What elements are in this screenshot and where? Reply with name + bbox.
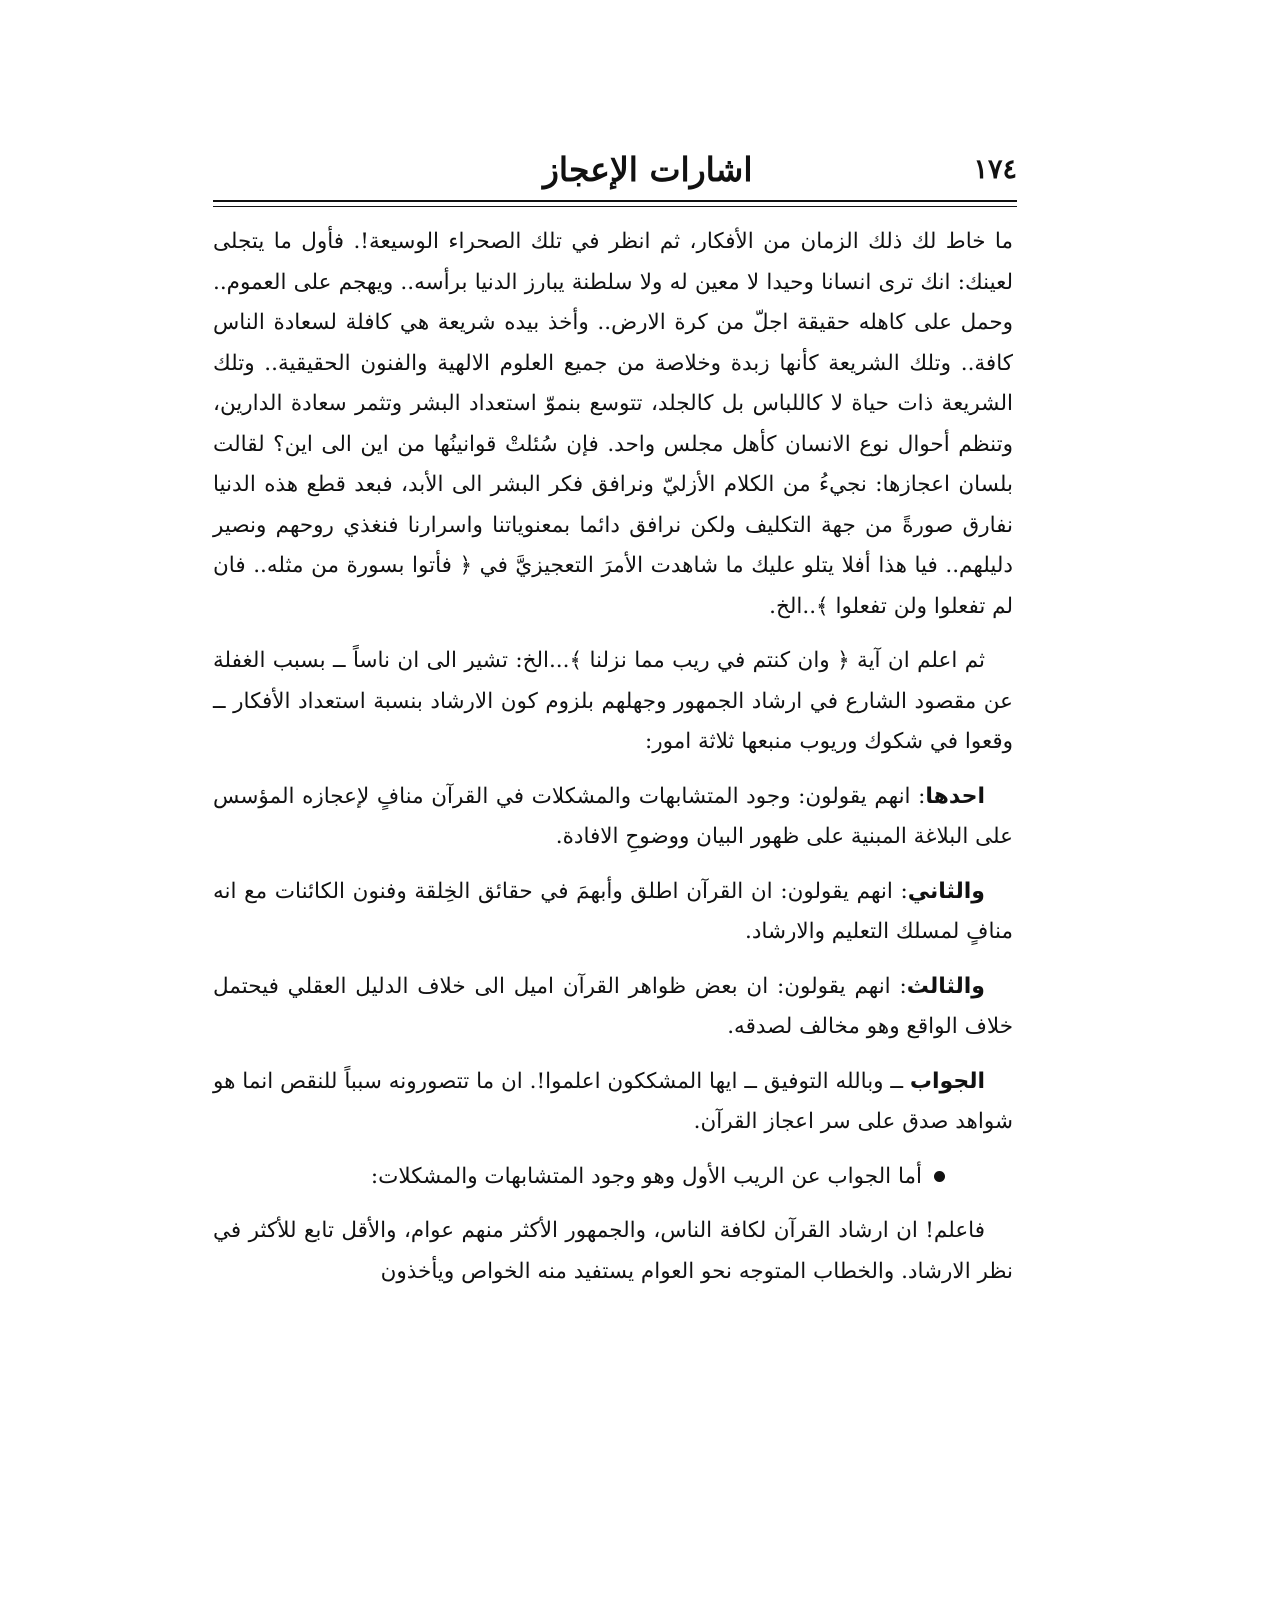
point-first <box>213 777 1013 858</box>
point-second-text: : انهم يقولون: ان القرآن اطلق وأبهمَ في حقائق الخِلقة وفنون الكائنات مع انه منافٍ لمسلك التعليم والارشاد. <box>213 878 1013 944</box>
point-third <box>213 967 1013 1048</box>
paragraph-2: ثم اعلم ان آية ﴿ وان كنتم في ريب مما نزلنا ﴾...الخ: تشير الى ان ناساً ــ بسبب الغفلة عن مقصود الشارع في ارشاد الجمهور وجهلهم بلزوم كون الارشاد بنسبة استعداد الأفكار ــ وقعوا في شكوك وريوب منبعها ثلاثة امور: <box>213 648 1013 754</box>
answer-lead: الجواب <box>909 1068 985 1094</box>
answer-text: ــ وبالله التوفيق ــ ايها المشككون اعلموا!. ان ما تتصورونه سبباً للنقص انما هو شواهد صدق على سر اعجاز القرآن. <box>213 1068 1013 1134</box>
bullet-icon <box>934 1171 945 1182</box>
paragraph-1: ما خاط لك ذلك الزمان من الأفكار، ثم انظر في تلك الصحراء الوسيعة!. فأول ما يتجلى لعينك: انك ترى انسانا وحيدا لا معين له ولا سلطنة يبارز الدنيا برأسه.. ويهجم على العموم.. وحمل على كاهله حقيقة اجلّ من كرة الارض.. وأخذ بيده شريعة هي كافلة لسعادة الناس كافة.. وتلك الشريعة كأنها زبدة وخلاصة من جميع العلوم الالهية والفنون الحقيقية.. وتلك الشريعة ذات حياة لا كاللباس بل كالجلد، تتوسع بنموّ استعداد البشر وتثمر سعادة الدارين، وتنظم أحوال نوع الانسان كأهل مجلس واحد. فإن سُئلتْ قوانينُها من اين الى اين؟ لقالت بلسان اعجازها: نجيءُ من الكلام الأزليّ ونرافق فكر البشر الى الأبد، فبعد قطع هذه الدنيا نفارق صورةً من جهة التكليف ولكن نرافق دائما بمعنوياتنا واسرارنا فنغذي روحهم ونصير دليلهم.. فيا هذا أفلا يتلو عليك ما شاهدت الأمرَ التعجيزيَّ في ﴿ فأتوا بسورة من مثله.. فان لم تفعلوا ولن تفعلوا ﴾..الخ. <box>213 229 1013 619</box>
closing-paragraph: فاعلم! ان ارشاد القرآن لكافة الناس، والجمهور الأكثر منهم عوام، والأقل تابع للأكثر في نظر الارشاد. والخطاب المتوجه نحو العوام يستفيد منه الخواص ويأخذون <box>213 1218 1013 1284</box>
point-second <box>213 872 1013 953</box>
point-third-lead: والثالث <box>906 973 985 999</box>
point-first-lead: احدها <box>925 783 985 809</box>
point-third-text: : انهم يقولون: ان بعض ظواهر القرآن اميل الى خلاف الدليل العقلي فيحتمل خلاف الواقع وهو مخالف لصدقه. <box>213 973 1013 1039</box>
page-number: ١٧٤ <box>973 154 1017 185</box>
bullet-item <box>213 1157 1013 1198</box>
page-header <box>213 150 1017 196</box>
point-first-text: : انهم يقولون: وجود المتشابهات والمشكلات في القرآن منافٍ لإعجازه المؤسس على البلاغة المبنية على ظهور البيان ووضوحِ الافادة. <box>213 783 1013 849</box>
book-title: اشارات الإعجاز <box>543 150 753 189</box>
header-rule-thick <box>213 200 1017 202</box>
point-second-lead: والثاني <box>907 878 985 904</box>
answer-paragraph <box>213 1062 1013 1143</box>
bullet-text: أما الجواب عن الريب الأول وهو وجود المتشابهات والمشكلات: <box>370 1163 922 1189</box>
header-rule-thin <box>213 206 1017 207</box>
body-text <box>213 222 1013 1306</box>
